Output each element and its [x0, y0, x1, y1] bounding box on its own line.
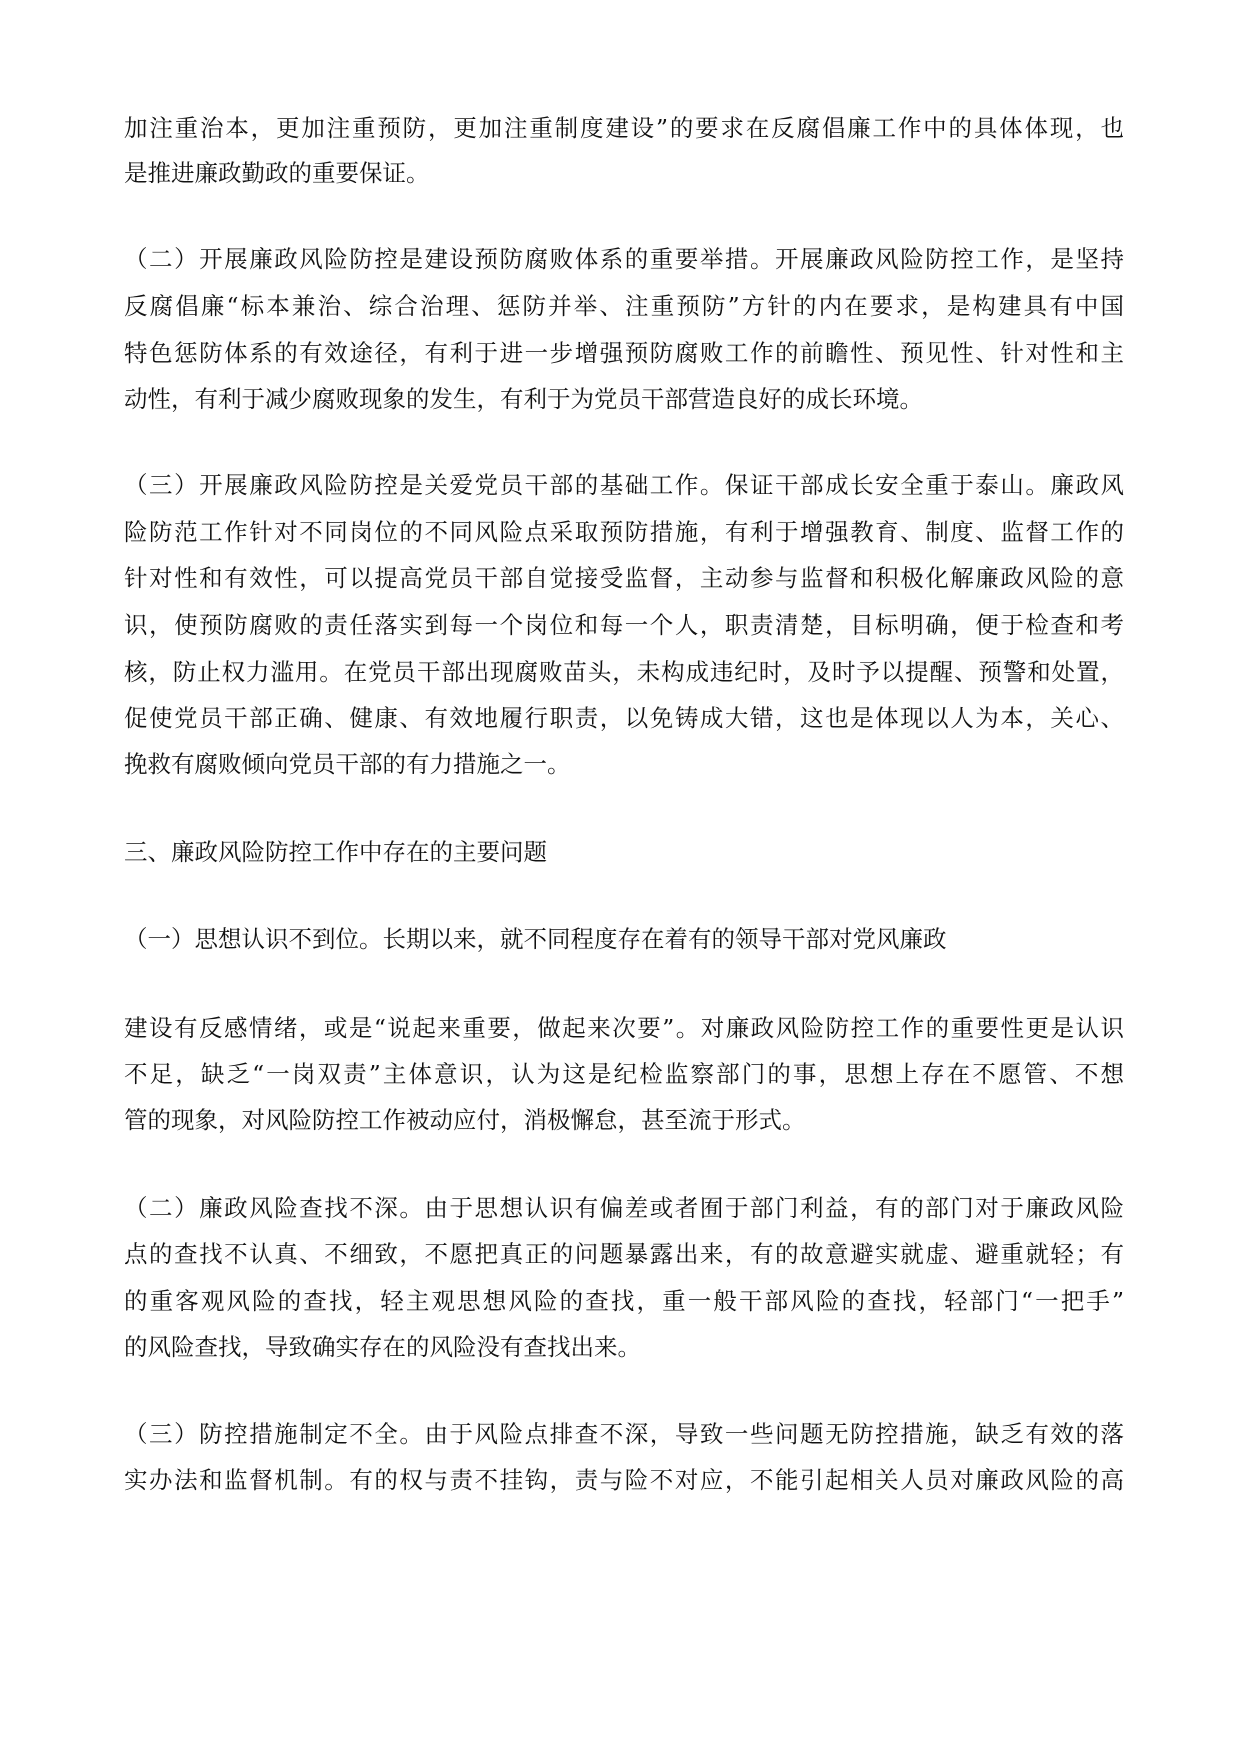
section-heading: 三、廉政风险防控工作中存在的主要问题: [124, 838, 547, 866]
paragraph-line: 挽救有腐败倾向党员干部的有力措施之一。: [124, 750, 571, 778]
paragraph-line: （一）思想认识不到位。长期以来，就不同程度存在着有的领导干部对党风廉政: [124, 925, 947, 953]
paragraph-line: （二）开展廉政风险防控是建设预防腐败体系的重要举措。开展廉政风险防控工作，是坚持: [124, 245, 1124, 273]
paragraph-line: 核，防止权力滥用。在党员干部出现腐败苗头，未构成违纪时，及时予以提醒、预警和处置，: [124, 658, 1124, 686]
paragraph-line: （三）防控措施制定不全。由于风险点排查不深，导致一些问题无防控措施，缺乏有效的落: [124, 1420, 1124, 1448]
paragraph-line: 促使党员干部正确、健康、有效地履行职责，以免铸成大错，这也是体现以人为本，关心、: [124, 704, 1124, 732]
paragraph-line: 不足，缺乏“一岗双责”主体意识，认为这是纪检监察部门的事，思想上存在不愿管、不想: [124, 1060, 1124, 1088]
paragraph-line: 特色惩防体系的有效途径，有利于进一步增强预防腐败工作的前瞻性、预见性、针对性和主: [124, 339, 1124, 367]
paragraph-line: （三）开展廉政风险防控是关爱党员干部的基础工作。保证干部成长安全重于泰山。廉政风: [124, 471, 1124, 499]
paragraph-line: 建设有反感情绪，或是“说起来重要，做起来次要”。对廉政风险防控工作的重要性更是认识: [124, 1014, 1124, 1042]
paragraph-line: 是推进廉政勤政的重要保证。: [124, 159, 430, 187]
paragraph-line: 管的现象，对风险防控工作被动应付，消极懈怠，甚至流于形式。: [124, 1106, 806, 1134]
paragraph-line: 加注重治本，更加注重预防，更加注重制度建设”的要求在反腐倡廉工作中的具体体现，也: [124, 114, 1124, 142]
paragraph-line: 的重客观风险的查找，轻主观思想风险的查找，重一般干部风险的查找，轻部门“一把手”: [124, 1287, 1124, 1315]
paragraph-line: 动性，有利于减少腐败现象的发生，有利于为党员干部营造良好的成长环境。: [124, 385, 923, 413]
paragraph-line: （二）廉政风险查找不深。由于思想认识有偏差或者囿于部门利益，有的部门对于廉政风险: [124, 1194, 1124, 1222]
paragraph-line: 实办法和监督机制。有的权与责不挂钩，责与险不对应，不能引起相关人员对廉政风险的高: [124, 1466, 1124, 1494]
paragraph-line: 的风险查找，导致确实存在的风险没有查找出来。: [124, 1333, 641, 1361]
paragraph-line: 险防范工作针对不同岗位的不同风险点采取预防措施，有利于增强教育、制度、监督工作的: [124, 518, 1124, 546]
paragraph-line: 反腐倡廉“标本兼治、综合治理、惩防并举、注重预防”方针的内在要求，是构建具有中国: [124, 292, 1124, 320]
paragraph-line: 点的查找不认真、不细致，不愿把真正的问题暴露出来，有的故意避实就虚、避重就轻；有: [124, 1240, 1124, 1268]
paragraph-line: 识，使预防腐败的责任落实到每一个岗位和每一个人，职责清楚，目标明确，便于检查和考: [124, 611, 1124, 639]
paragraph-line: 针对性和有效性，可以提高党员干部自觉接受监督，主动参与监督和积极化解廉政风险的意: [124, 564, 1124, 592]
